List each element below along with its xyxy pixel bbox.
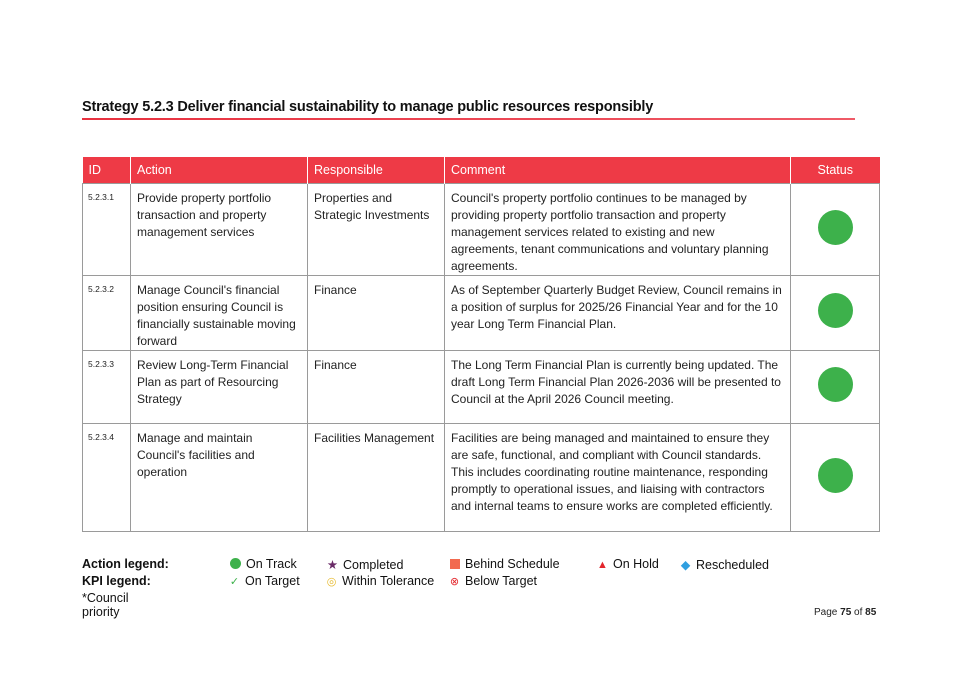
actions-table: [82, 157, 880, 532]
page-total: 85: [865, 607, 877, 618]
row-action: Manage and maintain Council's facilities and operation: [131, 424, 308, 532]
heading-underline: [82, 118, 855, 120]
legend-on-hold-label: On Hold: [613, 557, 659, 571]
table-row: [83, 184, 880, 276]
table-row: [83, 351, 880, 424]
row-status: [791, 424, 880, 532]
row-responsible: Finance: [308, 276, 445, 351]
legend-on-target-label: On Target: [245, 574, 300, 588]
table-row: [83, 276, 880, 351]
table-row: [83, 424, 880, 532]
header-action: Action: [131, 157, 308, 184]
header-responsible: Responsible: [308, 157, 445, 184]
legend-on-target: [228, 574, 300, 588]
legend-below-target-label: Below Target: [465, 574, 538, 588]
row-id: 5.2.3.1: [83, 184, 131, 276]
page-prefix: Page: [814, 607, 838, 618]
row-responsible: Facilities Management: [308, 424, 445, 532]
kpi-legend-label: KPI legend:: [82, 574, 151, 588]
diamond-icon: ◆: [680, 558, 691, 572]
legend-below-target: [448, 574, 537, 588]
row-comment: Facilities are being managed and maintained to ensure they are safe, functional, and compliant with Council standards. This includes coordinating routine maintenance, responding promptly to operational issues, and liaising with contractors and internal teams to ensure works are completed efficiently.: [445, 424, 791, 532]
on-track-icon: [230, 558, 241, 569]
legend-on-track-label: On Track: [246, 557, 297, 571]
header-comment: Comment: [445, 157, 791, 184]
star-icon: ★: [326, 558, 339, 572]
row-comment: As of September Quarterly Budget Review, Council remains in a position of surplus for 2025/26 Financial Year and for the 10 year Long Term Financial Plan.: [445, 276, 791, 351]
row-comment: Council's property portfolio continues to be managed by providing property portfolio transaction and property management services related to existing and new agreements, tenant communications and voluntary planning agreements.: [445, 184, 791, 276]
page-of: of: [854, 607, 863, 618]
table-header-row: [83, 157, 880, 184]
row-action: Manage Council's financial position ensuring Council is financially sustainable moving forward: [131, 276, 308, 351]
legend-rescheduled-label: Rescheduled: [696, 558, 769, 572]
header-status: Status: [791, 157, 880, 184]
target-circle-icon: ◎: [326, 576, 337, 588]
legend-on-track: [230, 557, 297, 571]
on-track-status-icon: [818, 458, 853, 493]
legend-rescheduled: [679, 557, 769, 572]
row-id: 5.2.3.2: [83, 276, 131, 351]
page-current: 75: [840, 607, 852, 618]
council-priority-note: *Council priority: [82, 591, 129, 619]
check-circle-icon: ✓: [229, 576, 240, 588]
legend-within-tolerance-label: Within Tolerance: [342, 574, 435, 588]
row-action: Review Long-Term Financial Plan as part of Resourcing Strategy: [131, 351, 308, 424]
square-icon: [450, 559, 460, 569]
page-number: [814, 607, 876, 618]
legend-behind-schedule-label: Behind Schedule: [465, 557, 560, 571]
row-responsible: Properties and Strategic Investments: [308, 184, 445, 276]
row-id: 5.2.3.4: [83, 424, 131, 532]
row-status: [791, 276, 880, 351]
on-track-status-icon: [818, 210, 853, 245]
legend-within-tolerance: [325, 574, 434, 588]
page-heading: Strategy 5.2.3 Deliver financial sustainability to manage public resources responsibly: [82, 99, 654, 115]
header-id: ID: [83, 157, 131, 184]
row-status: [791, 351, 880, 424]
row-status: [791, 184, 880, 276]
legend-completed: [326, 557, 403, 572]
row-id: 5.2.3.3: [83, 351, 131, 424]
row-action: Provide property portfolio transaction and property management services: [131, 184, 308, 276]
on-track-status-icon: [818, 293, 853, 328]
legend-behind-schedule: [450, 557, 560, 571]
on-track-status-icon: [818, 367, 853, 402]
row-comment: The Long Term Financial Plan is currently being updated. The draft Long Term Financial Plan 2026-2036 will be presented to Council at the April 2026 Council meeting.: [445, 351, 791, 424]
triangle-icon: ▲: [597, 559, 608, 571]
row-responsible: Finance: [308, 351, 445, 424]
legend-completed-label: Completed: [343, 558, 404, 572]
legend-on-hold: [596, 557, 659, 571]
action-legend-label: Action legend:: [82, 557, 169, 571]
x-circle-icon: ⊗: [449, 576, 460, 588]
